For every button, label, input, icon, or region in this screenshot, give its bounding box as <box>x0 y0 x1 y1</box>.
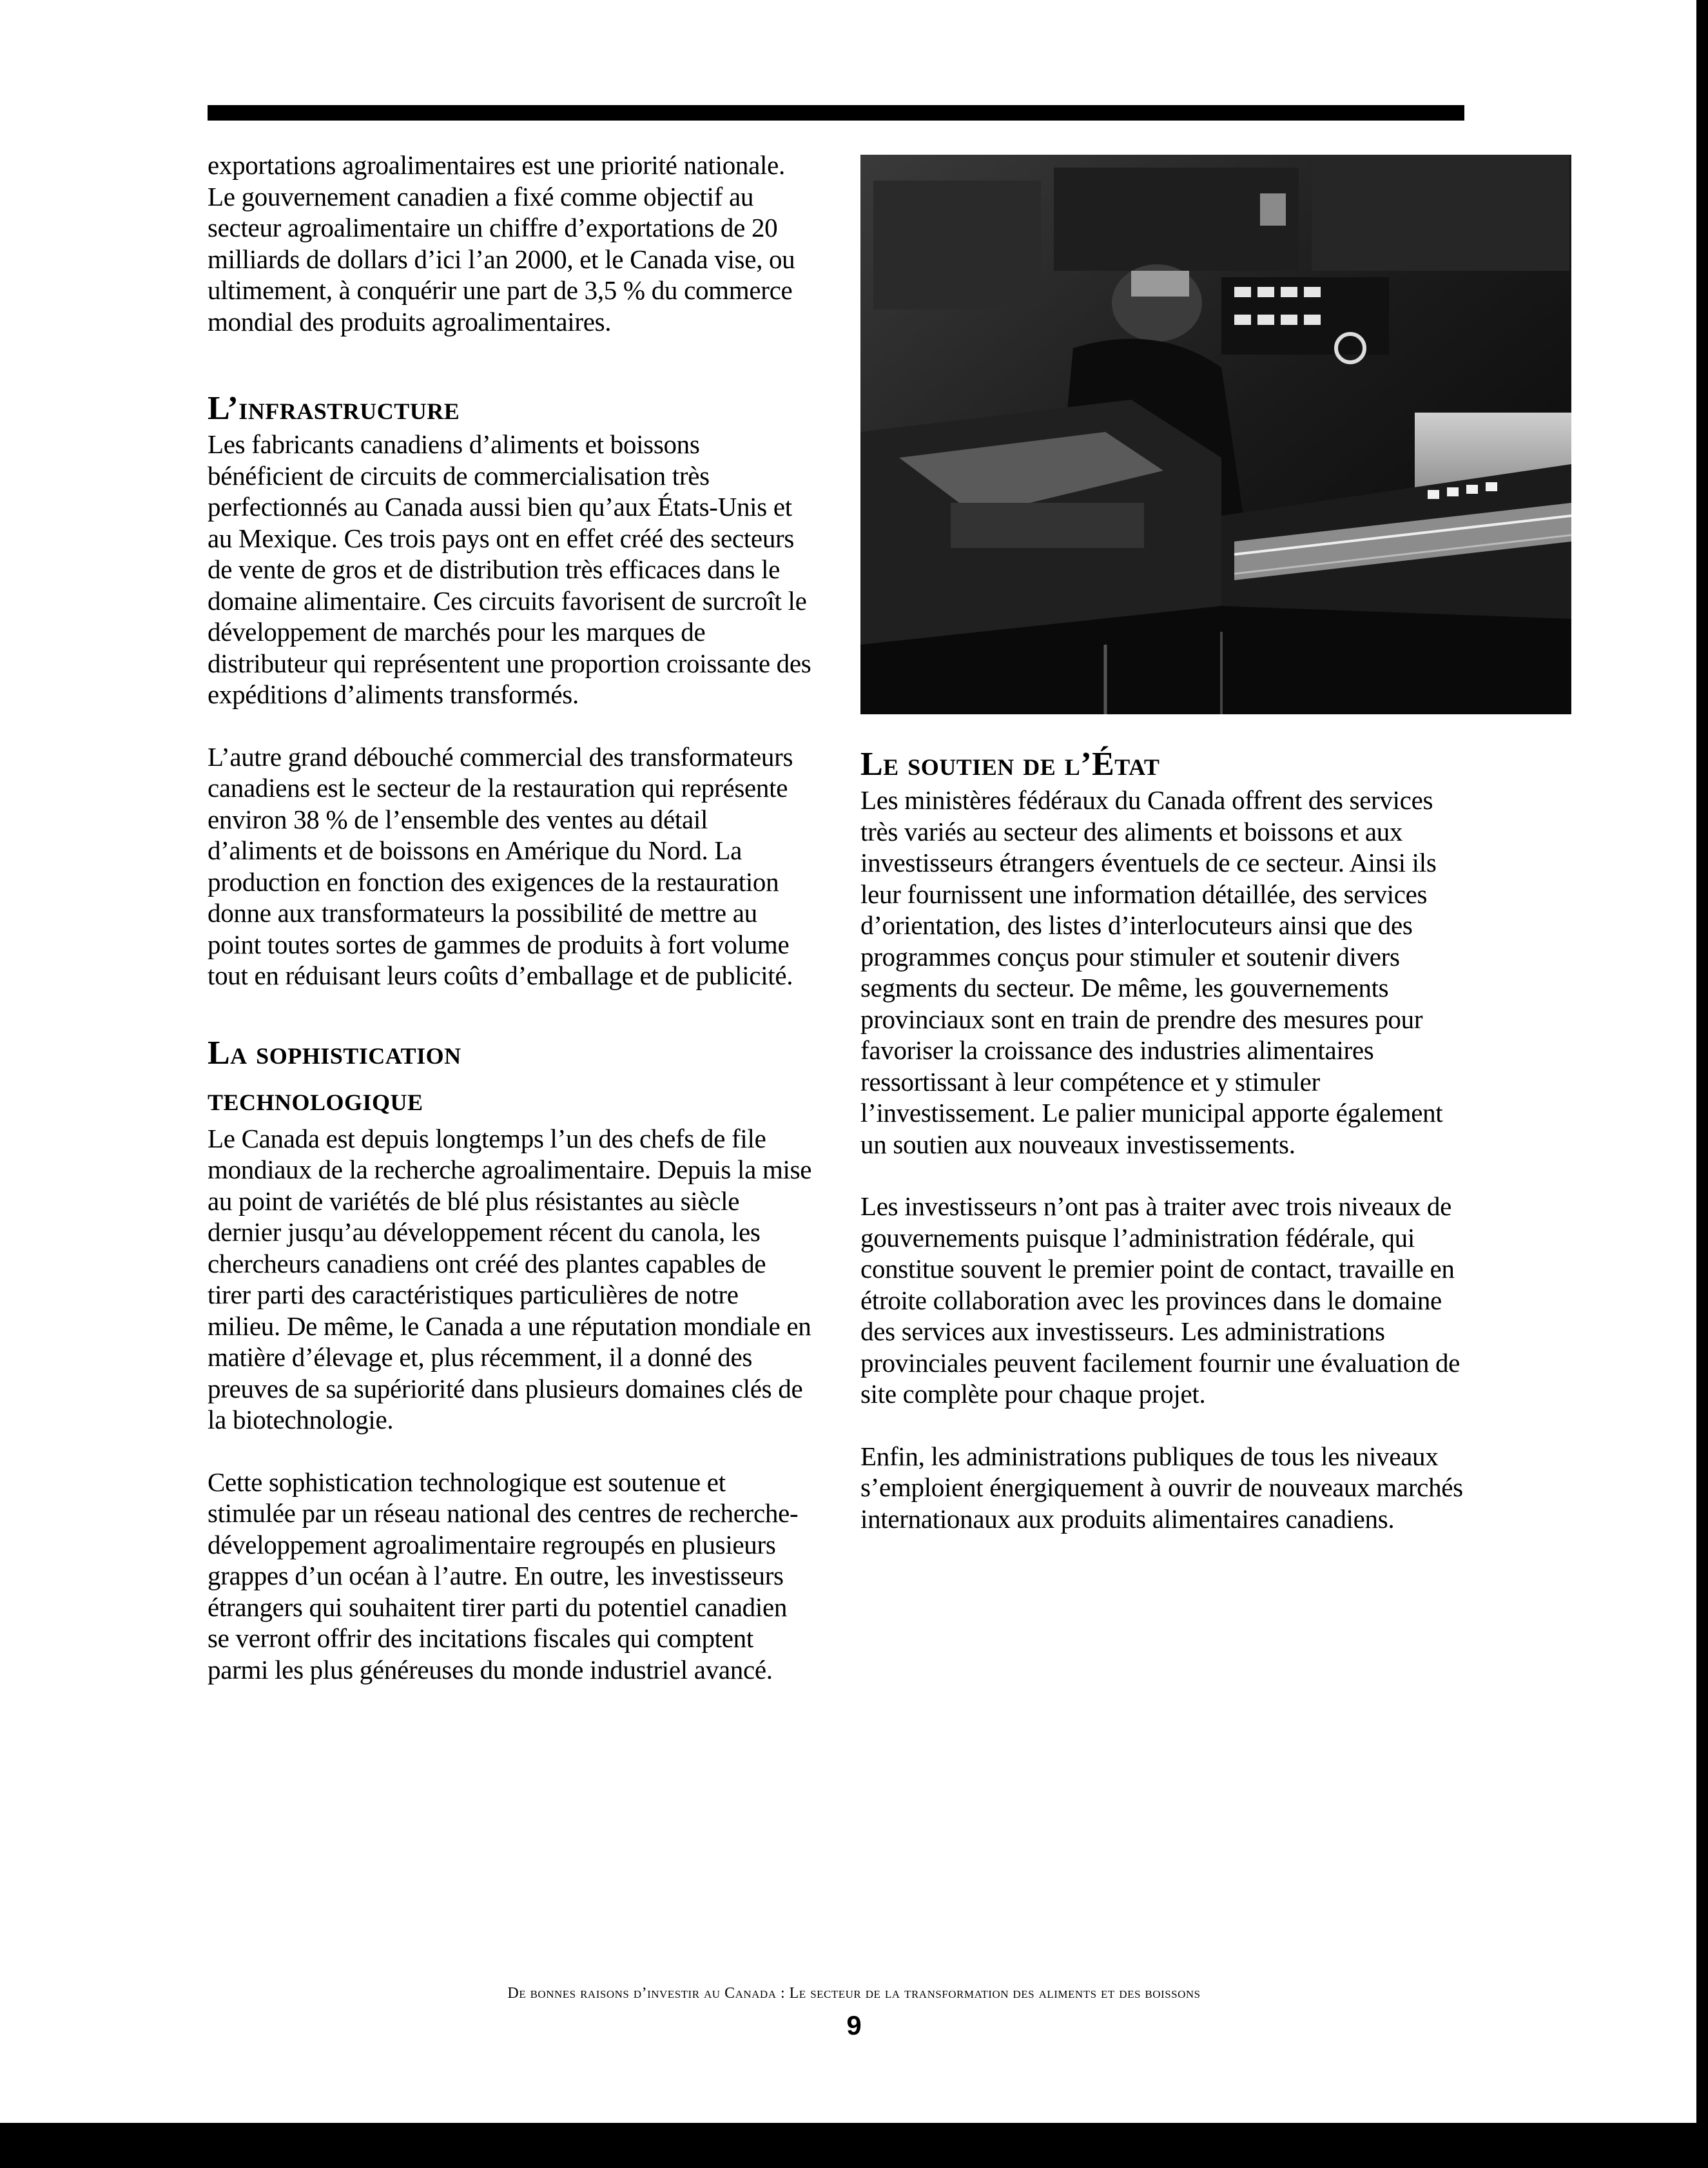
scan-border-right <box>1696 0 1708 2168</box>
state-support-paragraph-2: Les investisseurs n’ont pas à traiter avec trois niveaux de gouvernements puisque l’administration fédérale, qui constitue souvent le premier point de contact, travaille en étroite collaboration avec les provinces dans le domaine des services aux investisseurs. Les administrations provinciales peuvent facilement fournir une évaluation de site complète pour chaque projet. <box>860 1191 1461 1409</box>
state-support-paragraph-3: Enfin, les administrations publiques de tous les niveaux s’emploient énergiquement à ouvrir de nouveaux marchés internationaux aux produits alimentaires canadiens. <box>860 1441 1463 1534</box>
left-column <box>208 150 813 1685</box>
state-support-heading: Le soutien de l’État <box>860 746 1160 783</box>
technology-heading-line-2: technologique <box>208 1080 423 1118</box>
technology-heading <box>208 1030 813 1123</box>
infrastructure-paragraph-1: Les fabricants canadiens d’aliments et boissons bénéficient de circuits de commercialisation très perfectionnés au Canada aussi bien qu’aux États-Unis et au Mexique. Ces trois pays ont en effet créé des secteurs de vente de gros et de distribution très efficaces dans le domaine alimentaire. Ces circuits favorisent de surcroît le développement de marchés pour les marques de distributeur qui représentent une proportion croissante des expéditions d’aliments transformés. <box>208 429 811 709</box>
infrastructure-heading: L’infrastructure <box>208 390 460 427</box>
intro-paragraph: exportations agroalimentaires est une priorité nationale. Le gouvernement canadien a fixé comme objectif au secteur agroalimentaire un chiffre d’exportations de 20 milliards de dollars d’ici l’an 2000, et le Canada vise, ou ultimement, à conquérir une part de 3,5 % du commerce mondial des produits agroalimentaires. <box>208 150 795 337</box>
technology-heading-line-1: La sophistication <box>208 1034 461 1071</box>
photo-illustration <box>860 155 1571 714</box>
top-rule <box>208 105 1464 121</box>
technology-paragraph-1: Le Canada est depuis longtemps l’un des chefs de file mondiaux de la recherche agroalimentaire. Depuis la mise au point de variétés de blé plus résistantes au siècle dernier jusqu’au développement récent du canola, les chercheurs canadiens ont créé des plantes capables de tirer parti des caractéristiques particulières de notre milieu. De même, le Canada a une réputation mondiale en matière d’élevage et, plus récemment, il a donné des preuves de sa supériorité dans plusieurs domaines clés de la biotechnologie. <box>208 1123 812 1434</box>
industrial-equipment-photo <box>860 155 1571 714</box>
page-number: 9 <box>846 2010 862 2040</box>
running-footer: De bonnes raisons d’investir au Canada : Le secteur de la transformation des aliments et des boissons <box>507 1985 1201 2002</box>
infrastructure-paragraph-2: L’autre grand débouché commercial des transformateurs canadiens est le secteur de la restauration qui représente environ 38 % de l’ensemble des ventes au détail d’aliments et de boissons en Amérique du Nord. La production en fonction des exigences de la restauration donne aux transformateurs la possibilité de mettre au point toutes sortes de gammes de produits à fort volume tout en réduisant leurs coûts d’emballage et de publicité. <box>208 741 793 990</box>
scan-border-bottom <box>0 2123 1708 2168</box>
technology-paragraph-2: Cette sophistication technologique est soutenue et stimulée par un réseau national des centres de recherche-développement agroalimentaire regroupés en plusieurs grappes d’un océan à l’autre. En outre, les investisseurs étrangers qui souhaitent tirer parti du potentiel canadien se verront offrir des incitations fiscales qui comptent parmi les plus généreuses du monde industriel avancé. <box>208 1467 799 1685</box>
state-support-paragraph-1: Les ministères fédéraux du Canada offrent des services très variés au secteur des aliments et boissons et aux investisseurs étrangers éventuels de ce secteur. Ainsi ils leur fournissent une information détaillée, des services d’orientation, des listes d’interlocuteurs ainsi que des programmes conçus pour stimuler et soutenir divers segments du secteur. De même, les gouvernements provinciaux sont en train de prendre des mesures pour favoriser la croissance des industries alimentaires ressortissant à leur compétence et y stimuler l’investissement. Le palier municipal apporte également un soutien aux nouveaux investissements. <box>860 785 1443 1159</box>
right-column <box>860 745 1466 1534</box>
